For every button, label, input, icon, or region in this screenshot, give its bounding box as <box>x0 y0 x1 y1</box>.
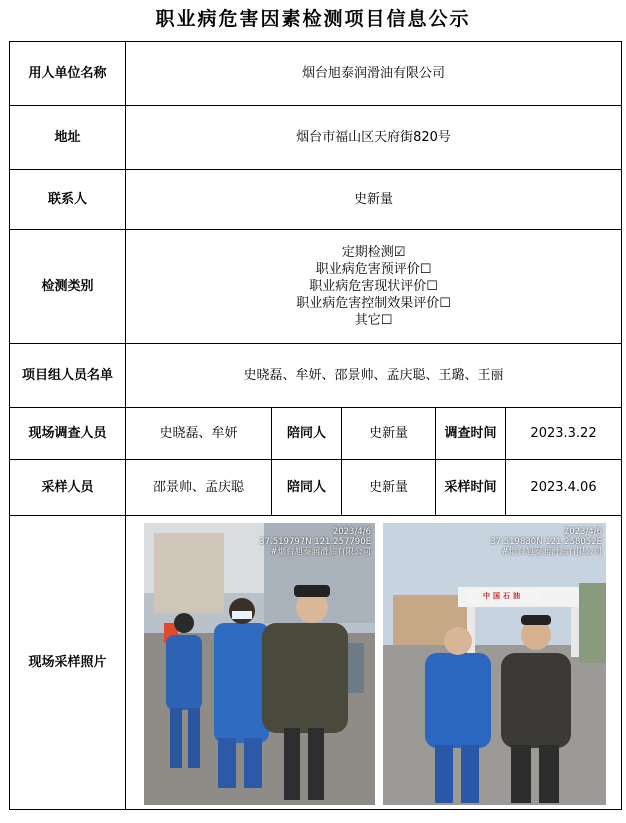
site-photo-1 <box>144 523 375 805</box>
team-value: 史晓磊、牟妍、邵景帅、孟庆聪、王璐、王丽 <box>126 344 622 408</box>
address-label: 地址 <box>10 106 126 170</box>
survey-escort-label: 陪同人 <box>272 408 342 460</box>
info-table <box>9 41 622 810</box>
photo-2-coords: 37.519830N 121.258052E <box>490 536 602 547</box>
survey-time-label: 调查时间 <box>436 408 506 460</box>
survey-staff: 史晓磊、牟妍 <box>126 408 272 460</box>
sampling-label: 采样人员 <box>10 460 126 516</box>
option-periodic: 定期检测☑ <box>341 245 406 260</box>
detection-type-row <box>10 230 622 344</box>
sampling-time: 2023.4.06 <box>506 460 622 516</box>
photo-2-date: 2023/4/6 <box>563 526 602 537</box>
survey-escort: 史新量 <box>342 408 436 460</box>
sampling-staff: 邵景帅、孟庆聪 <box>126 460 272 516</box>
photo-2-stamp <box>490 527 602 557</box>
option-pre-assessment: 职业病危害预评价☐ <box>315 262 432 277</box>
photo-2-company-tag: #烟台旭泰润滑油有限公司 <box>501 546 602 557</box>
employer-label: 用人单位名称 <box>10 42 126 106</box>
option-status-assessment: 职业病危害现状评价☐ <box>309 279 438 294</box>
survey-row <box>10 408 622 460</box>
detection-type-options <box>126 230 622 344</box>
address-value: 烟台市福山区天府街820号 <box>126 106 622 170</box>
team-row <box>10 344 622 408</box>
photo-1-date: 2023/4/6 <box>332 526 371 537</box>
sampling-escort-label: 陪同人 <box>272 460 342 516</box>
option-control-effect-assessment: 职业病危害控制效果评价☐ <box>296 296 451 311</box>
photos-cell <box>126 516 622 810</box>
gas-station-sign: 中国石油 <box>467 589 539 603</box>
employer-row <box>10 42 622 106</box>
detection-type-label: 检测类别 <box>10 230 126 344</box>
sampling-time-label: 采样时间 <box>436 460 506 516</box>
contact-row <box>10 170 622 230</box>
photo-1-coords: 37.519797N 121.257790E <box>259 536 371 547</box>
sampling-escort: 史新量 <box>342 460 436 516</box>
option-other: 其它☐ <box>354 313 393 328</box>
survey-time: 2023.3.22 <box>506 408 622 460</box>
team-label: 项目组人员名单 <box>10 344 126 408</box>
employer-value: 烟台旭泰润滑油有限公司 <box>126 42 622 106</box>
photos-row <box>10 516 622 810</box>
photo-1-stamp <box>259 527 371 557</box>
contact-value: 史新量 <box>126 170 622 230</box>
photo-1-company-tag: #烟台旭泰润滑油有限公司 <box>270 546 371 557</box>
photos-label: 现场采样照片 <box>10 516 126 810</box>
survey-label: 现场调查人员 <box>10 408 126 460</box>
page-title: 职业病危害因素检测项目信息公示 <box>155 8 471 30</box>
address-row <box>10 106 622 170</box>
sampling-row <box>10 460 622 516</box>
contact-label: 联系人 <box>10 170 126 230</box>
site-photo-2 <box>383 523 606 805</box>
